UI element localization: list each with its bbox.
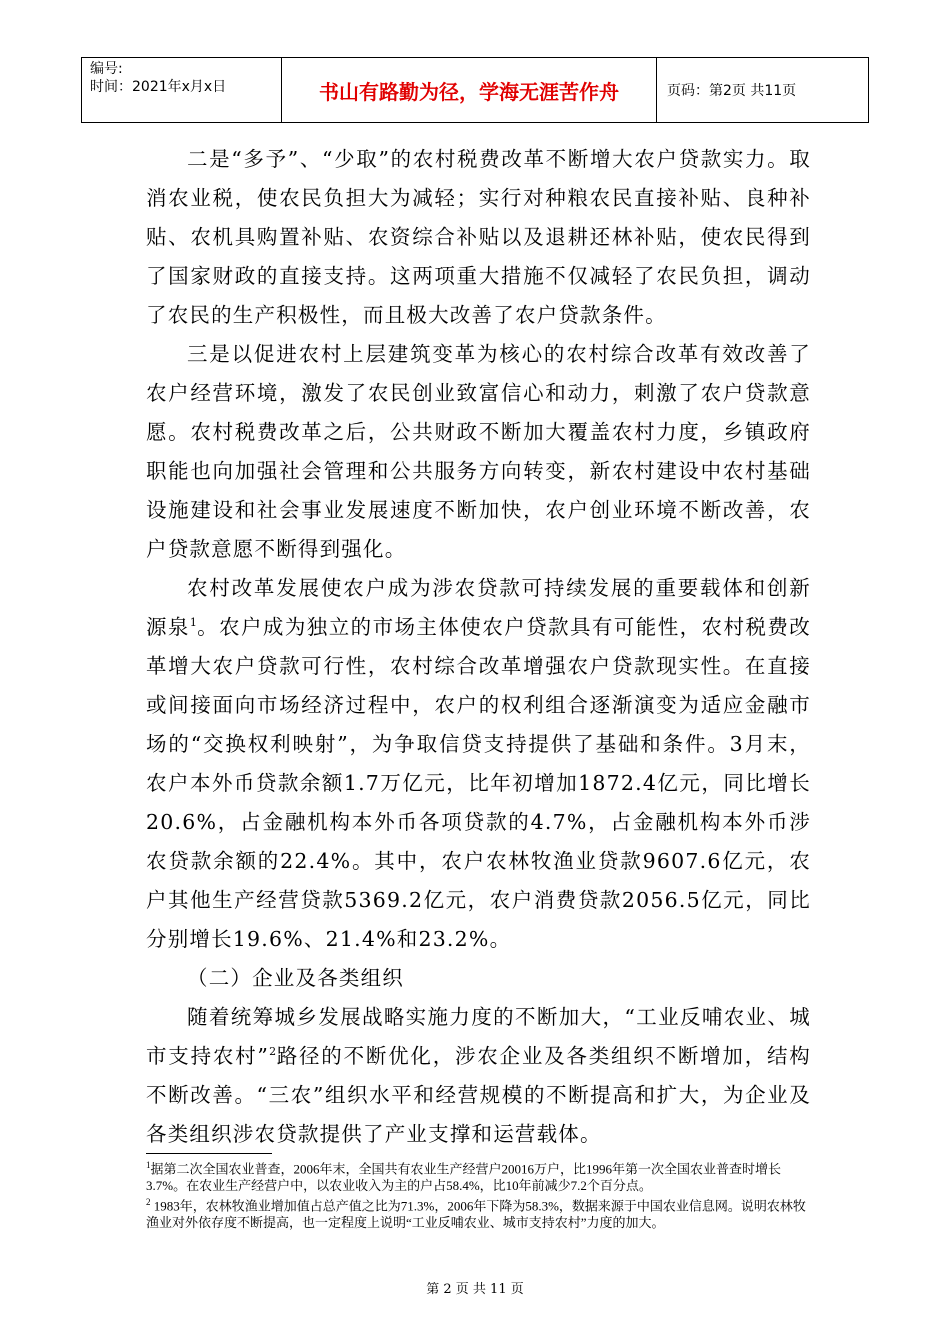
section-heading: （二）企业及各类组织 <box>187 966 404 990</box>
paragraph-2: 二是“多予”、“少取”的农村税费改革不断增大农户贷款实力。取消农业税，使农民负担大为减轻；实行对种粮农民直接补贴、良种补贴、农机具购置补贴、农资综合补贴以及退耕还林补贴，使农民得到了国家财政的直接支持。这两项重大措施不仅减轻了农民负担，调动了农民的生产积极性，而且极大改善了农户贷款条件。 <box>146 147 811 327</box>
date-label: 时间：2021年x月x日 <box>90 79 227 95</box>
paragraph-text: 路径的不断优化，涉农企业及各类组织不断增加，结构不断改善。“三农”组织水平和经营规模的不断提高和扩大，为企业及各类组织涉农贷款提供了产业支撑和运营载体。 <box>146 1044 811 1146</box>
page-header-table <box>81 57 869 123</box>
footnote-ref-1[interactable]: 1 <box>189 616 197 630</box>
footnote-separator <box>146 1153 272 1154</box>
paragraph-farmer-loans <box>146 569 811 959</box>
paragraph-3: 三是以促进农村上层建筑变革为核心的农村综合改革有效改善了农户经营环境，激发了农民创业致富信心和动力，刺激了农户贷款意愿。农村税费改革之后，公共财政不断加大覆盖农村力度，乡镇政府职能也向加强社会管理和公共服务方向转变，新农村建设中农村基础设施建设和社会事业发展速度不断加快，农户创业环境不断改善，农户贷款意愿不断得到强化。 <box>146 342 811 561</box>
footnote-2 <box>146 1194 812 1231</box>
header-meta-cell <box>82 58 282 122</box>
footnotes <box>146 1157 812 1232</box>
footnote-2-text: 1983年，农林牧渔业增加值占总产值之比为71.3%，2006年下降为58.3%，数据来源于中国农业信息网。说明农林牧渔业对外依存度不断提高，也一定程度上说明“工业反哺农业、城市支持农村”力度的加大。 <box>146 1198 806 1231</box>
paragraph-text: 农村改革发展使农户成为涉农贷款可持续发展的重要载体和创新源泉 <box>146 576 811 639</box>
main-body <box>146 140 811 1154</box>
footnote-1-text: 据第二次全国农业普查，2006年末，全国共有农业生产经营户20016万户，比1996年第一次全国农业普查时增长3.7%。在农业生产经营户中，以农业收入为主的户占58.4%，比10年前减少7.2个百分点。 <box>146 1161 782 1193</box>
paragraph-text: 。农户成为独立的市场主体使农户贷款具有可能性，农村税费改革增大农户贷款可行性，农村综合改革增强农户贷款现实性。在直接或间接面向市场经济过程中，农户的权利组合逐渐演变为适应金融市场的“交换权利映射”，为争取信贷支持提供了基础和条件。3月末，农户本外币贷款余额1.7万亿元，比年初增加1872.4亿元，同比增长20.6%，占金融机构本外币各项贷款的4.7%，占金融机构本外币涉农贷款余额的22.4%。其中，农户农林牧渔业贷款9607.6亿元，农户其他生产经营贷款5369.2亿元，农户消费贷款2056.5亿元，同比分别增长19.6%、21.4%和23.2%。 <box>146 615 811 951</box>
footnote-1 <box>146 1157 812 1194</box>
paragraph-enterprises <box>146 998 811 1154</box>
page-number-footer: 第 2 页 共 11 页 <box>426 1282 524 1297</box>
footnote-2-mark: 2 <box>146 1197 151 1208</box>
header-motto: 书山有路勤为径，学海无涯苦作舟 <box>282 58 657 122</box>
header-page-code: 页码：第2页 共11页 <box>667 83 797 99</box>
paragraph-text: 随着统筹城乡发展战略实施力度的不断加大，“工业反哺农业、城市支持农村” <box>146 1005 811 1068</box>
footnote-1-mark: 1 <box>146 1160 151 1170</box>
footnote-ref-2[interactable]: 2 <box>269 1045 277 1059</box>
serial-number-label: 编号: <box>90 61 123 77</box>
